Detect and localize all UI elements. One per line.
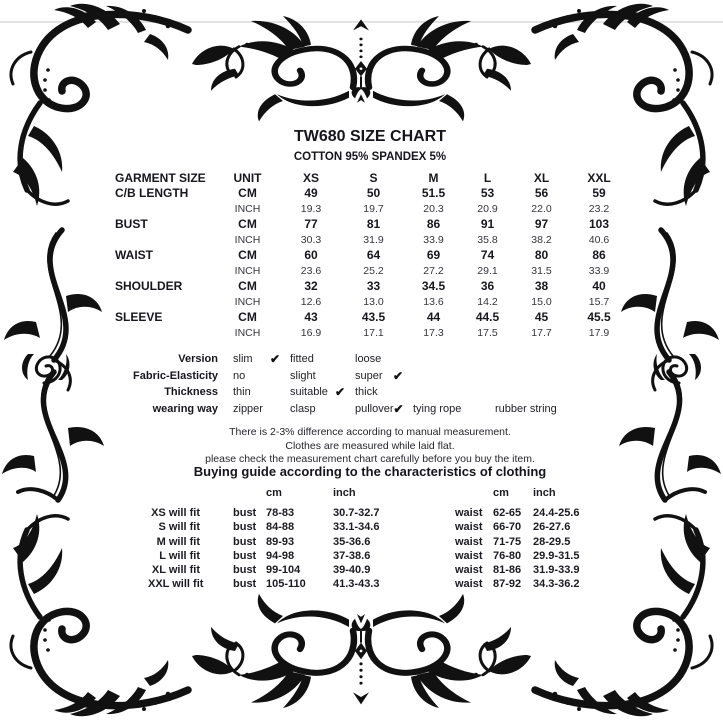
unit-cell: CM (238, 310, 257, 325)
bust-inch: 39-40.9 (333, 564, 371, 577)
cell: 60 (304, 248, 318, 263)
guide-size-label: L will fit (159, 549, 200, 562)
waist-inch: 31.9-33.9 (533, 564, 580, 577)
cm-header: cm (266, 487, 282, 500)
waist-cm: 62-65 (493, 507, 522, 520)
cell: 22.0 (531, 202, 552, 215)
unit-cell: INCH (234, 264, 261, 277)
row-label: SLEEVE (115, 310, 163, 325)
cell: 44 (426, 310, 441, 325)
cell: 27.2 (423, 264, 444, 277)
waist-inch: 29.9-31.5 (533, 549, 580, 562)
guide-size-label: XXL will fit (148, 578, 204, 591)
attribute-option (290, 353, 355, 365)
cell: 17.7 (531, 326, 552, 339)
guide-row-xs (148, 506, 601, 520)
unit-cell: CM (238, 217, 257, 232)
bust-label: bust (233, 549, 257, 562)
cell: 14.2 (477, 295, 498, 308)
guide-row-l (148, 549, 601, 563)
cell: 36 (480, 279, 495, 294)
cell: 33.9 (588, 264, 610, 277)
cell: 59 (592, 186, 606, 201)
option-text: rubber string (495, 403, 557, 416)
guide-header-row (148, 486, 601, 500)
cell: 40.6 (588, 233, 610, 246)
cell: 20.9 (477, 202, 498, 215)
unit-cell: INCH (234, 202, 261, 215)
guide-size-label: M will fit (156, 535, 200, 548)
note-line: please check the measurement chart carefully before you buy the item. (205, 453, 535, 465)
cell: 77 (304, 217, 318, 232)
cell: 56 (534, 186, 549, 201)
attribute-option (290, 403, 355, 415)
cell: 23.6 (300, 264, 322, 277)
size-header-xl: XL (533, 170, 550, 185)
page-title: TW680 SIZE CHART (293, 128, 446, 145)
attribute-option (290, 370, 355, 382)
cell: 25.2 (363, 264, 384, 277)
cell: 17.3 (423, 326, 444, 339)
size-header-m: M (428, 170, 439, 185)
attribute-label: wearing way (152, 403, 218, 416)
attribute-option (218, 370, 290, 382)
cell: 86 (592, 248, 606, 263)
bust-cm: 89-93 (266, 535, 295, 548)
option-text: suitable (290, 386, 328, 399)
attribute-option (290, 385, 355, 399)
attribute-option (355, 402, 413, 416)
guide-row-m (148, 535, 601, 549)
table-row-cb-length-cm (110, 186, 628, 202)
option-text: super (355, 369, 383, 382)
cell: 44.5 (475, 310, 500, 325)
option-text: slim (233, 353, 253, 366)
measurement-notes (110, 426, 630, 467)
option-text: zipper (233, 403, 263, 416)
unit-header: UNIT (233, 170, 262, 185)
inch-header: inch (333, 487, 356, 500)
bust-inch: 33.1-34.6 (333, 521, 380, 534)
table-row-sleeve-inch (110, 325, 628, 341)
attributes-section (126, 351, 590, 417)
cell: 19.7 (363, 202, 384, 215)
waist-label: waist (455, 578, 483, 591)
cell: 30.3 (300, 233, 322, 246)
cell: 53 (480, 186, 495, 201)
attribute-option (495, 403, 590, 415)
bust-cm: 105-110 (266, 578, 306, 591)
cell: 29.1 (477, 264, 498, 277)
table-row-cb-length-inch (110, 201, 628, 217)
cell: 17.9 (588, 326, 610, 339)
bust-inch: 30.7-32.7 (333, 507, 380, 520)
cell: 43.5 (361, 310, 386, 325)
inch-header: inch (533, 487, 556, 500)
bust-inch: 41.3-43.3 (333, 578, 380, 591)
cell: 16.9 (300, 326, 322, 339)
table-row-sleeve-cm (110, 310, 628, 326)
waist-cm: 71-75 (493, 535, 522, 548)
cell: 20.3 (423, 202, 444, 215)
cell: 34.5 (421, 279, 446, 294)
note-line: There is 2-3% difference according to manual measurement. (229, 426, 511, 438)
option-text: fitted (290, 353, 314, 366)
size-table (110, 170, 628, 341)
cell: 31.9 (363, 233, 384, 246)
check-icon: ✔ (393, 402, 404, 417)
attribute-label: Thickness (164, 386, 218, 399)
row-label: BUST (115, 217, 148, 232)
attribute-row-wearing-way (126, 401, 590, 418)
unit-cell: INCH (234, 233, 261, 246)
table-row-shoulder-inch (110, 294, 628, 310)
cell: 91 (480, 217, 495, 232)
size-table-header-row (110, 170, 628, 186)
cell: 81 (366, 217, 381, 232)
cell: 12.6 (300, 295, 322, 308)
cell: 35.8 (477, 233, 498, 246)
cm-header: cm (493, 487, 509, 500)
cell: 15.0 (531, 295, 552, 308)
size-header-xs: XS (302, 170, 319, 185)
bust-label: bust (233, 535, 257, 548)
waist-cm: 81-86 (493, 564, 522, 577)
check-icon: ✔ (334, 385, 345, 400)
check-icon: ✔ (392, 368, 403, 383)
waist-label: waist (455, 549, 483, 562)
cell: 15.7 (588, 295, 610, 308)
cell: 38 (534, 279, 549, 294)
buying-guide-table (148, 486, 601, 591)
attribute-option (355, 353, 413, 365)
bust-label: bust (233, 507, 257, 520)
cell: 50 (366, 186, 381, 201)
waist-label: waist (455, 564, 483, 577)
waist-inch: 34.3-36.2 (533, 578, 580, 591)
bust-inch: 35-36.6 (333, 535, 371, 548)
cell: 45.5 (587, 310, 611, 325)
cell: 13.6 (423, 295, 444, 308)
cell: 80 (534, 248, 549, 263)
cell: 17.1 (363, 326, 384, 339)
option-text: no (233, 369, 246, 382)
waist-label: waist (455, 521, 483, 534)
guide-size-label: XL will fit (151, 564, 200, 577)
guide-size-label: S will fit (158, 521, 200, 534)
check-icon: ✔ (269, 352, 280, 367)
attribute-option (413, 403, 495, 415)
cell: 17.5 (477, 326, 498, 339)
cell: 19.3 (300, 202, 322, 215)
cell: 33 (366, 279, 381, 294)
option-text: thick (355, 386, 378, 399)
cell: 45 (534, 310, 549, 325)
waist-cm: 66-70 (493, 521, 522, 534)
unit-cell: CM (238, 248, 257, 263)
option-text: loose (355, 353, 382, 366)
attribute-row-version (126, 351, 590, 368)
cell: 103 (588, 217, 610, 232)
attribute-row-elasticity (126, 368, 590, 385)
cell: 69 (426, 248, 441, 263)
guide-row-s (148, 520, 601, 534)
cell: 97 (534, 217, 549, 232)
note-line: Clothes are measured while laid flat. (285, 439, 455, 452)
waist-label: waist (455, 507, 483, 520)
cell: 33.9 (423, 233, 444, 246)
unit-cell: INCH (234, 295, 261, 308)
bust-cm: 84-88 (266, 521, 295, 534)
row-label: C/B LENGTH (115, 186, 189, 201)
unit-cell: INCH (234, 326, 261, 339)
waist-cm: 87-92 (493, 578, 522, 591)
table-row-shoulder-cm (110, 279, 628, 295)
size-header-xxl: XXL (587, 170, 611, 185)
attribute-label: Version (178, 353, 218, 366)
option-text: clasp (290, 403, 316, 416)
cell: 74 (480, 248, 495, 263)
size-header-l: L (483, 170, 492, 185)
size-header-s: S (369, 170, 378, 185)
guide-row-xl (148, 563, 601, 577)
bust-label: bust (233, 578, 257, 591)
table-row-bust-cm (110, 217, 628, 233)
attribute-option (355, 369, 413, 383)
bust-inch: 37-38.6 (333, 549, 371, 562)
bust-cm: 99-104 (266, 564, 301, 577)
cell: 43 (304, 310, 318, 325)
waist-cm: 76-80 (493, 549, 522, 562)
waist-inch: 26-27.6 (533, 521, 571, 534)
unit-cell: CM (238, 186, 257, 201)
cell: 23.2 (588, 202, 610, 215)
unit-cell: CM (238, 279, 257, 294)
cell: 13.0 (363, 295, 384, 308)
waist-label: waist (455, 535, 483, 548)
cell: 38.2 (531, 233, 552, 246)
fabric-composition: COTTON 95% SPANDEX 5% (293, 151, 447, 163)
guide-size-label: XS will fit (151, 507, 200, 520)
table-row-waist-cm (110, 248, 628, 264)
attribute-option (218, 352, 290, 366)
waist-inch: 24.4-25.6 (533, 507, 580, 520)
attribute-row-thickness (126, 384, 590, 401)
attribute-option (355, 386, 413, 398)
cell: 31.5 (531, 264, 552, 277)
bust-cm: 78-83 (266, 507, 295, 520)
attribute-option (218, 403, 290, 415)
guide-row-xxl (148, 577, 601, 591)
bust-cm: 94-98 (266, 549, 295, 562)
attribute-option (218, 386, 290, 398)
cell: 64 (366, 248, 381, 263)
row-label: WAIST (115, 248, 153, 263)
table-row-waist-inch (110, 263, 628, 279)
cell: 49 (304, 186, 318, 201)
option-text: tying rope (413, 403, 462, 416)
row-label: SHOULDER (115, 279, 183, 294)
cell: 40 (592, 279, 606, 294)
cell: 51.5 (421, 186, 446, 201)
option-text: pullover (355, 403, 394, 416)
cell: 86 (426, 217, 441, 232)
cell: 32 (304, 279, 318, 294)
attribute-label: Fabric-Elasticity (133, 369, 218, 382)
table-row-bust-inch (110, 232, 628, 248)
bust-label: bust (233, 564, 257, 577)
bust-label: bust (233, 521, 257, 534)
garment-size-header: GARMENT SIZE (115, 170, 206, 185)
buying-guide-heading: Buying guide according to the characteristics of clothing (193, 464, 547, 479)
waist-inch: 28-29.5 (533, 535, 571, 548)
option-text: thin (233, 386, 251, 399)
option-text: slight (290, 369, 316, 382)
